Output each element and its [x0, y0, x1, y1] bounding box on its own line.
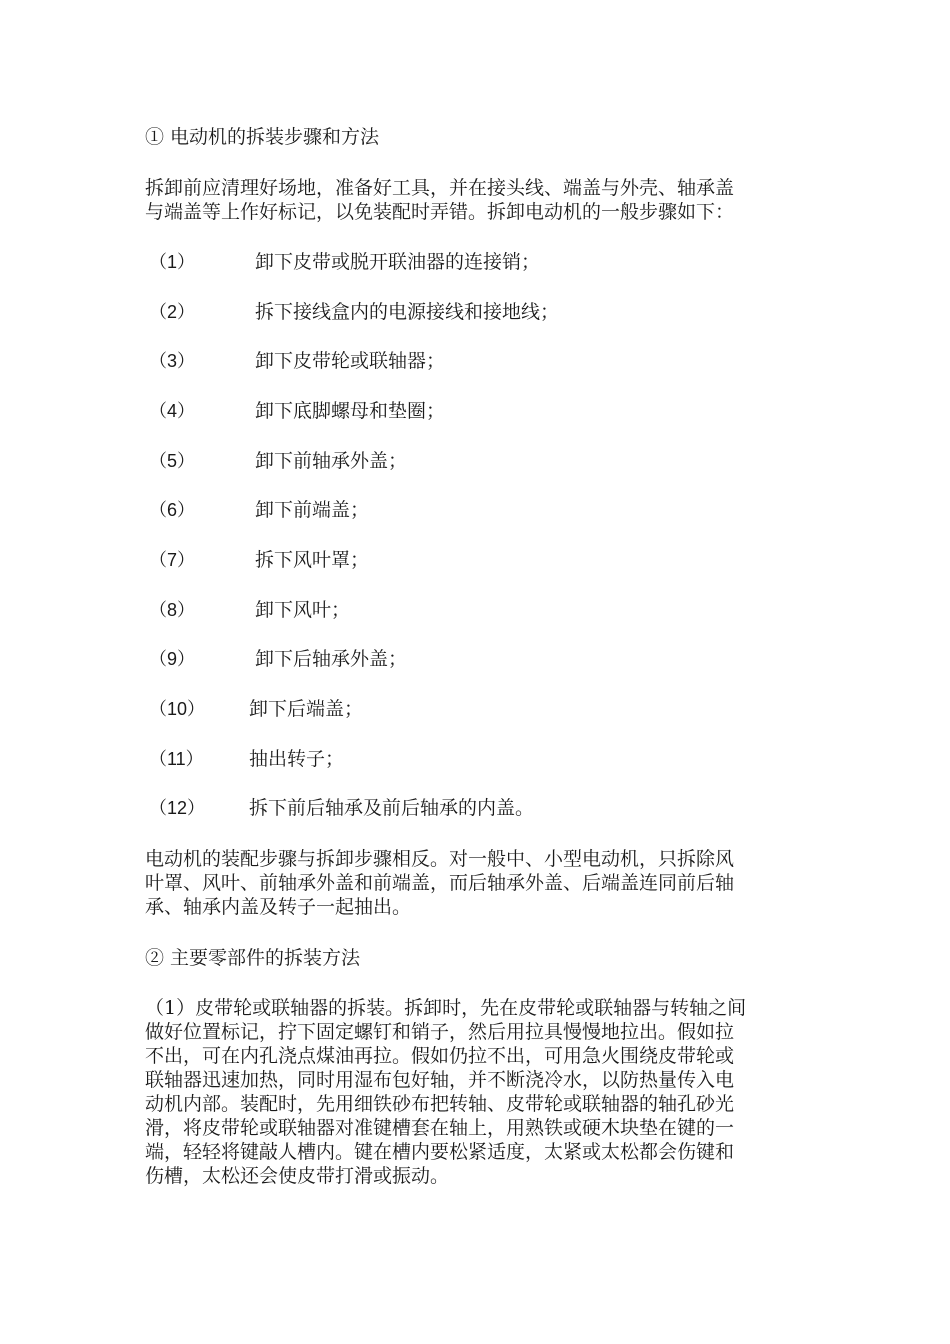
step-number: （8）: [149, 600, 196, 620]
pulley-paragraph: [145, 996, 810, 1188]
step-number: （7）: [149, 550, 196, 570]
intro-line: 拆卸前应清理好场地，准备好工具，并在接头线、端盖与外壳、轴承盖: [145, 177, 735, 199]
assembly-line: 叶罩、风叶、前轴承外盖和前端盖，而后轴承外盖、后端盖连同前后轴: [145, 872, 735, 894]
step-item: [145, 647, 810, 671]
step-text: 卸下前轴承外盖；: [255, 450, 408, 472]
step-text: 拆下风叶罩；: [255, 549, 370, 571]
assembly-line: 承、轴承内盖及转子一起抽出。: [145, 896, 412, 918]
step-text: 卸下皮带或脱开联油器的连接销；: [255, 251, 541, 273]
step-number: （2）: [149, 302, 196, 322]
step-number: （10）: [149, 699, 206, 719]
step-text: 拆下接线盒内的电源接线和接地线；: [255, 301, 560, 323]
step-number: （11）: [149, 749, 204, 769]
pulley-line: 不出，可在内孔浇点煤油再拉。假如仍拉不出，可用急火围绕皮带轮或: [145, 1045, 735, 1067]
step-item: [145, 796, 810, 820]
step-number: （3）: [149, 351, 196, 371]
step-text: 卸下底脚螺母和垫圈；: [255, 400, 446, 422]
section2-heading: ② 主要零部件的拆装方法: [145, 947, 361, 969]
pulley-line: 滑，将皮带轮或联轴器对准键槽套在轴上，用熟铁或硬木块垫在键的一: [145, 1117, 735, 1139]
section1-heading: ① 电动机的拆装步骤和方法: [145, 126, 380, 148]
pulley-line: 伤槽，太松还会使皮带打滑或振动。: [145, 1165, 450, 1187]
step-text: 拆下前后轴承及前后轴承的内盖。: [249, 797, 535, 819]
step-number: （6）: [149, 500, 196, 520]
step-item: [145, 300, 810, 324]
step-item: [145, 747, 810, 771]
step-number: （9）: [149, 649, 196, 669]
step-item: [145, 697, 810, 721]
step-text: 卸下前端盖；: [255, 499, 370, 521]
step-text: 卸下后端盖；: [249, 698, 364, 720]
assembly-line: 电动机的装配步骤与拆卸步骤相反。对一般中、小型电动机，只拆除风: [145, 848, 735, 870]
pulley-line: 动机内部。装配时，先用细铁砂布把转轴、皮带轮或联轴器的轴孔砂光: [145, 1093, 735, 1115]
step-item: [145, 399, 810, 423]
step-item: [145, 498, 810, 522]
pulley-line: 端，轻轻将键敲人槽内。键在槽内要松紧适度，太紧或太松都会伤键和: [145, 1141, 735, 1163]
intro-paragraph: [145, 176, 810, 224]
step-item: [145, 349, 810, 373]
pulley-line: 联轴器迅速加热，同时用湿布包好轴，并不断浇冷水，以防热量传入电: [145, 1069, 735, 1091]
step-text: 卸下后轴承外盖；: [255, 648, 408, 670]
step-number: （12）: [149, 798, 206, 818]
step-item: [145, 449, 810, 473]
step-number: （5）: [149, 451, 196, 471]
step-text: 抽出转子；: [249, 748, 345, 770]
step-text: 卸下皮带轮或联轴器；: [255, 350, 446, 372]
step-item: [145, 250, 810, 274]
step-number: （4）: [149, 401, 196, 421]
step-item: [145, 598, 810, 622]
pulley-line: 做好位置标记，拧下固定螺钉和销子，然后用拉具慢慢地拉出。假如拉: [145, 1021, 735, 1043]
step-item: [145, 548, 810, 572]
step-number: （1）: [149, 252, 196, 272]
assembly-paragraph: [145, 847, 810, 919]
step-text: 卸下风叶；: [255, 599, 351, 621]
pulley-line: （1）皮带轮或联轴器的拆装。拆卸时，先在皮带轮或联轴器与转轴之间: [145, 997, 747, 1019]
intro-line: 与端盖等上作好标记，以免装配时弄错。拆卸电动机的一般步骤如下：: [145, 201, 735, 223]
